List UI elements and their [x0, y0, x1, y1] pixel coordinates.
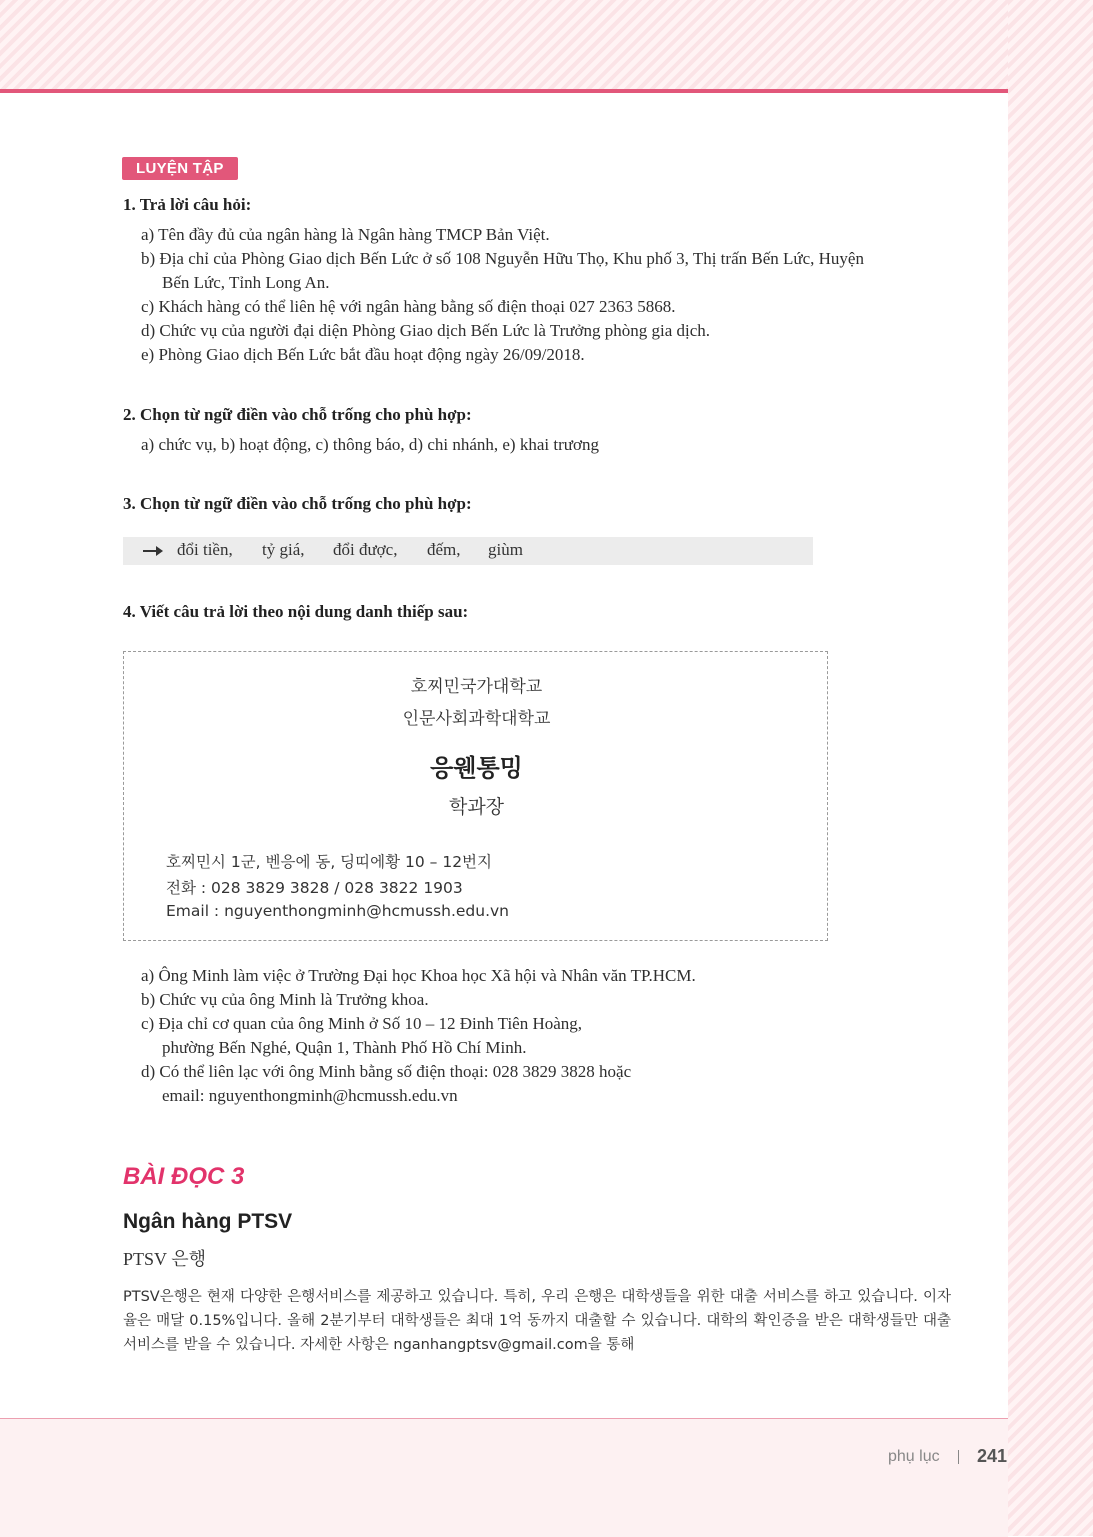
word-item: đếm, [427, 540, 461, 559]
q4-answer-d: d) Có thể liên lạc với ông Minh bằng số điện thoại: 028 3829 3828 hoặc [141, 1062, 632, 1081]
card-position: 학과장 [448, 796, 505, 818]
card-faculty: 인문사회과학대학교 [402, 709, 551, 729]
business-card [123, 651, 828, 941]
q3-title: 3. Chọn từ ngữ điền vào chỗ trống cho phù hợp: [123, 494, 472, 513]
q4-answer-d-cont: email: nguyenthongminh@hcmussh.edu.vn [162, 1086, 458, 1105]
q1-answer-b: b) Địa chỉ của Phòng Giao dịch Bến Lức ở số 108 Nguyễn Hữu Thọ, Khu phố 3, Thị trấn Bến Lức, Huyện [141, 249, 864, 268]
reading-paragraph: PTSV은행은 현재 다양한 은행서비스를 제공하고 있습니다. 특히, 우리 은행은 대학생들을 위한 대출 서비스를 하고 있습니다. 이자율은 매달 0.15%입니다. 올해 2분기부터 대학생들은 최대 1억 동까지 대출할 수 있습니다. 대학의 확인증을 받은 대학생들만 대출 서비스를 받을 수 있습니다. 자세한 사항은 nganhangptsv@gmail.com을 통해 [123, 1289, 951, 1353]
footer-divider [958, 1450, 959, 1464]
q1-answer-c: c) Khách hàng có thể liên hệ với ngân hàng bằng số điện thoại 027 2363 5868. [141, 297, 676, 316]
q1-answer-d: d) Chức vụ của người đại diện Phòng Giao dịch Bến Lức là Trưởng phòng gia dịch. [141, 321, 711, 340]
footer-label: phụ lục [888, 1448, 940, 1465]
word-bank [123, 537, 813, 565]
section-title: BÀI ĐỌC 3 [123, 1163, 245, 1190]
word-item: đổi được, [333, 540, 398, 559]
card-address: 호찌민시 1군, 벤응에 동, 딩띠에황 10 – 12번지 [166, 853, 492, 871]
card-phone: 전화 : 028 3829 3828 / 028 3822 1903 [166, 879, 463, 897]
q4-title: 4. Viết câu trả lời theo nội dung danh thiếp sau: [123, 602, 469, 621]
card-university: 호찌민국가대학교 [410, 677, 543, 697]
q1-answer-a: a) Tên đầy đủ của ngân hàng là Ngân hàng TMCP Bản Việt. [141, 225, 550, 244]
word-item: đổi tiền, [177, 540, 233, 559]
side-decoration [1008, 0, 1093, 1536]
q4-answer-c-cont: phường Bến Nghé, Quận 1, Thành Phố Hồ Chí Minh. [162, 1038, 527, 1057]
q4-answer-c: c) Địa chỉ cơ quan của ông Minh ở Số 10 – 12 Đinh Tiên Hoàng, [141, 1014, 583, 1033]
arrow-right-icon [143, 550, 159, 552]
card-email: Email : nguyenthongminh@hcmussh.edu.vn [166, 902, 509, 920]
page-number: 241 [977, 1446, 1008, 1466]
header-decoration [0, 0, 1093, 90]
q2-answer: a) chức vụ, b) hoạt động, c) thông báo, d) chi nhánh, e) khai trương [141, 435, 599, 454]
q1-title: 1. Trả lời câu hỏi: [123, 195, 252, 214]
card-name: 응웬통밍 [430, 754, 523, 782]
q4-answer-b: b) Chức vụ của ông Minh là Trưởng khoa. [141, 990, 429, 1009]
reading-subtitle: PTSV 은행 [123, 1249, 206, 1269]
q1-answer-b-cont: Bến Lức, Tỉnh Long An. [162, 273, 330, 292]
q4-answer-a: a) Ông Minh làm việc ở Trường Đại học Khoa học Xã hội và Nhân văn TP.HCM. [141, 966, 696, 985]
word-item: giùm [488, 540, 523, 559]
header-rule [0, 89, 1008, 93]
q1-answer-e: e) Phòng Giao dịch Bến Lức bắt đầu hoạt động ngày 26/09/2018. [141, 345, 585, 364]
practice-badge: LUYỆN TẬP [122, 157, 238, 180]
footer-band [0, 1418, 1008, 1537]
q2-title: 2. Chọn từ ngữ điền vào chỗ trống cho phù hợp: [123, 405, 472, 424]
reading-title: Ngân hàng PTSV [123, 1210, 293, 1233]
word-item: tỷ giá, [262, 540, 305, 559]
